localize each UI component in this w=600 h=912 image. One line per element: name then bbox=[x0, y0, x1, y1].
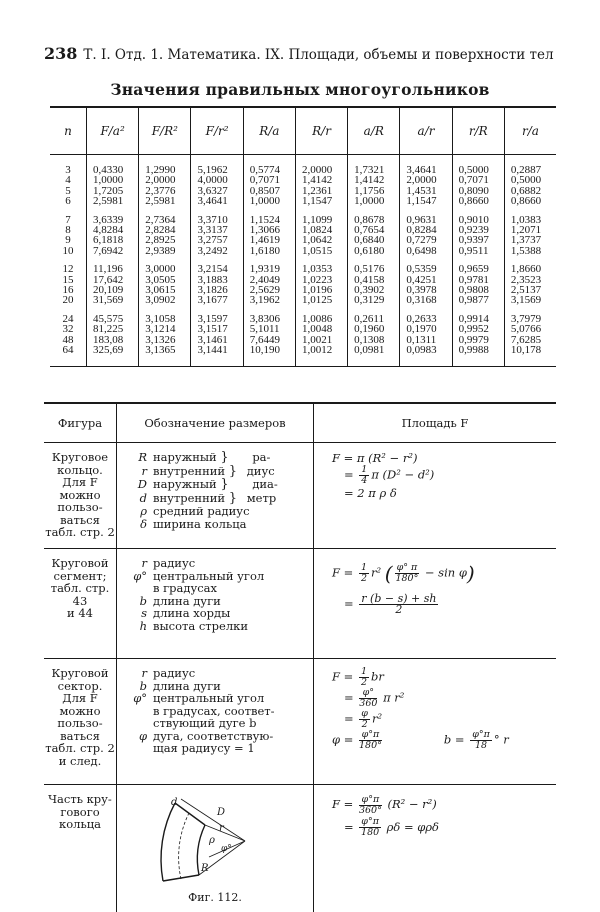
table-cell: 1,4619 bbox=[243, 235, 295, 245]
dimension-item bbox=[133, 742, 313, 755]
dimension-text: длина хорды bbox=[153, 606, 230, 620]
table-cell: 3,1365 bbox=[139, 345, 191, 366]
formula-segment-2: = $\frac{r (b - s) + sh}{2}$ bbox=[344, 594, 556, 615]
table-cell: 0,9914 bbox=[452, 314, 504, 324]
figure-name-line: Для F bbox=[45, 692, 115, 705]
table-cell: 1,0353 bbox=[295, 264, 347, 274]
table-cell: 0,5176 bbox=[348, 264, 400, 274]
table-cell: 5,0766 bbox=[504, 324, 556, 334]
table-cell: 1,4142 bbox=[295, 175, 347, 185]
formula-ringpart-2: = $\frac{\varphi^\circ\pi}{180}$ ρδ = φρδ bbox=[344, 816, 556, 839]
table-cell: 1,0012 bbox=[295, 345, 347, 366]
table-cell: 1,2990 bbox=[139, 155, 191, 176]
col-header: R/r bbox=[295, 107, 347, 155]
table-row bbox=[50, 246, 556, 256]
figure-name-line: табл. стр. 2 bbox=[45, 526, 115, 539]
table-cell: 7,6449 bbox=[243, 335, 295, 345]
middle-arc bbox=[179, 813, 189, 879]
table-cell: 3,1569 bbox=[504, 295, 556, 305]
figure-cell bbox=[44, 549, 117, 659]
dimension-text: радиус bbox=[153, 666, 195, 680]
formula-sector-1: F = $\frac{1}{2}$ br bbox=[332, 667, 556, 688]
col-header-dimensions: Обозначение размеров bbox=[117, 403, 314, 443]
dimension-text: длина дуги bbox=[153, 679, 221, 693]
header-text: Т. I. Отд. 1. Математика. IX. Площади, объемы и поверхности тел bbox=[83, 47, 553, 63]
table-cell: 1,0515 bbox=[295, 246, 347, 256]
table-cell: 3,3137 bbox=[191, 225, 243, 235]
table-cell: 1,5388 bbox=[504, 246, 556, 256]
dimension-symbol: φ° bbox=[133, 692, 147, 705]
table-cell: 0,9239 bbox=[452, 225, 504, 235]
table-cell: 3,1677 bbox=[191, 295, 243, 305]
label-rho: ρ bbox=[208, 835, 215, 846]
area-cell bbox=[314, 659, 557, 785]
table-cell: 2,0000 bbox=[139, 175, 191, 185]
figure-name-line: можно bbox=[45, 705, 115, 718]
table-cell: 4,0000 bbox=[191, 175, 243, 185]
table-cell: 2,3776 bbox=[139, 186, 191, 196]
row-n: 12 bbox=[50, 264, 87, 274]
table-cell: 1,6180 bbox=[243, 246, 295, 256]
table-cell: 3,1214 bbox=[139, 324, 191, 334]
dimension-text: в градусах bbox=[153, 581, 217, 595]
figure-name-line: и 44 bbox=[45, 607, 115, 620]
table-cell: 10,178 bbox=[504, 345, 556, 366]
figure-name-line: сектор. bbox=[45, 680, 115, 693]
table-row bbox=[50, 345, 556, 366]
figure-name-line: сегмент; bbox=[45, 570, 115, 583]
table-cell: 1,3737 bbox=[504, 235, 556, 245]
figure-cell bbox=[44, 785, 117, 912]
dims-cell: R наружный } ра- r внутренний } диус D наружный } диа- d внутренний } метр ρ средний радиус δ ширина кольца bbox=[117, 443, 314, 549]
figure-name-line: гового bbox=[45, 806, 115, 819]
table-cell: 0,9979 bbox=[452, 335, 504, 345]
table-cell: 1,0642 bbox=[295, 235, 347, 245]
formula-ring-3: = 2 π ρ δ bbox=[344, 486, 556, 500]
table-cell: 1,0125 bbox=[295, 295, 347, 305]
table-cell: 1,0000 bbox=[87, 175, 139, 185]
table-cell: 0,3129 bbox=[348, 295, 400, 305]
table-cell: 1,8660 bbox=[504, 264, 556, 274]
formula-sector-4: φ = $\frac{\varphi^\circ\pi}{180^\circ}$ b = $\frac{\varphi^\circ\pi}{18}$ ° r bbox=[332, 730, 556, 751]
table-cell: 0,2887 bbox=[504, 155, 556, 176]
figure-caption: Фиг. 112. bbox=[117, 892, 313, 905]
table-cell: 0,4158 bbox=[348, 275, 400, 285]
table-cell: 0,6882 bbox=[504, 186, 556, 196]
row-n: 3 bbox=[50, 155, 87, 176]
table-cell: 1,0048 bbox=[295, 324, 347, 334]
table-cell: 2,4049 bbox=[243, 275, 295, 285]
row-n: 10 bbox=[50, 246, 87, 256]
table-cell: 0,8660 bbox=[504, 196, 556, 206]
area-cell bbox=[314, 443, 557, 549]
table-cell: 7,6285 bbox=[504, 335, 556, 345]
table-cell: 0,9659 bbox=[452, 264, 504, 274]
table-cell: 1,0000 bbox=[348, 196, 400, 206]
table-cell: 0,1308 bbox=[348, 335, 400, 345]
table-cell: 0,9397 bbox=[452, 235, 504, 245]
figure-row-ring-part bbox=[44, 785, 556, 912]
page-number: 238 bbox=[44, 44, 77, 63]
figure-cell bbox=[44, 443, 117, 549]
dimension-symbol: r bbox=[133, 667, 147, 680]
dimension-symbol: φ° bbox=[133, 570, 147, 583]
diagram-cell bbox=[117, 785, 314, 912]
table-cell: 6,1818 bbox=[87, 235, 139, 245]
formula-sector-2: = $\frac{\varphi^\circ}{360}$ π r² bbox=[344, 688, 556, 709]
table-cell: 0,4251 bbox=[400, 275, 452, 285]
table-cell: 0,7279 bbox=[400, 235, 452, 245]
table-cell: 0,7654 bbox=[348, 225, 400, 235]
figure-name-line: кольцо. bbox=[45, 464, 115, 477]
row-n: 16 bbox=[50, 285, 87, 295]
table-cell: 3,4641 bbox=[400, 155, 452, 176]
label-d: d bbox=[171, 797, 177, 808]
table-cell: 0,9781 bbox=[452, 275, 504, 285]
table-cell: 0,9952 bbox=[452, 324, 504, 334]
dimension-text: высота стрелки bbox=[153, 619, 248, 633]
figure-name-line: Круговой bbox=[45, 557, 115, 570]
dimension-item bbox=[133, 620, 313, 633]
col-header: R/a bbox=[243, 107, 295, 155]
table-cell: 0,6498 bbox=[400, 246, 452, 256]
table-cell: 3,0000 bbox=[139, 264, 191, 274]
figures-table bbox=[44, 402, 556, 912]
table-cell: 0,1970 bbox=[400, 324, 452, 334]
table-cell: 31,569 bbox=[87, 295, 139, 305]
table-cell: 0,8090 bbox=[452, 186, 504, 196]
edge-upper bbox=[175, 803, 205, 825]
table-cell: 0,1311 bbox=[400, 335, 452, 345]
table-cell: 1,0021 bbox=[295, 335, 347, 345]
table-cell: 0,3978 bbox=[400, 285, 452, 295]
dims-cell bbox=[117, 549, 314, 659]
table-cell: 0,9877 bbox=[452, 295, 504, 305]
table-cell: 1,1547 bbox=[295, 196, 347, 206]
outer-arc bbox=[161, 803, 175, 881]
table-cell: 1,0383 bbox=[504, 215, 556, 225]
col-header: a/R bbox=[348, 107, 400, 155]
table-cell: 3,1962 bbox=[243, 295, 295, 305]
row-n: 5 bbox=[50, 186, 87, 196]
figure-cell bbox=[44, 659, 117, 785]
label-D: D bbox=[216, 807, 225, 818]
table-cell: 5,1011 bbox=[243, 324, 295, 334]
area-cell bbox=[314, 785, 557, 912]
table-row bbox=[50, 155, 556, 176]
table-cell: 0,3168 bbox=[400, 295, 452, 305]
figure-name-line: и след. bbox=[45, 755, 115, 768]
table-cell: 1,0196 bbox=[295, 285, 347, 295]
area-cell bbox=[314, 549, 557, 659]
table-cell: 1,2361 bbox=[295, 186, 347, 196]
dimension-symbol: h bbox=[133, 620, 147, 633]
figure-name-line: можно bbox=[45, 489, 115, 502]
formula-segment-1: F = $\frac{1}{2}$ r² ( $\frac{\varphi^\circ \pi}{180^\circ}$ − sin φ) bbox=[332, 563, 556, 584]
polygon-table bbox=[50, 106, 556, 367]
table-cell: 0,9511 bbox=[452, 246, 504, 256]
table-cell: 0,2611 bbox=[348, 314, 400, 324]
table-cell: 0,3902 bbox=[348, 285, 400, 295]
table-cell: 3,0505 bbox=[139, 275, 191, 285]
row-n: 6 bbox=[50, 196, 87, 206]
dimension-text: длина дуги bbox=[153, 594, 221, 608]
table-cell: 3,3710 bbox=[191, 215, 243, 225]
dimension-symbol: s bbox=[133, 607, 147, 620]
table-cell: 3,0902 bbox=[139, 295, 191, 305]
row-n: 64 bbox=[50, 345, 87, 366]
table-cell: 7,6942 bbox=[87, 246, 139, 256]
formula-ringpart-1: F = $\frac{\varphi^\circ\pi}{360^\circ}$ (R² − r²) bbox=[332, 793, 556, 816]
table-cell: 0,9010 bbox=[452, 215, 504, 225]
figure-name-line: пользо- bbox=[45, 717, 115, 730]
table-cell: 3,1883 bbox=[191, 275, 243, 285]
row-n: 4 bbox=[50, 175, 87, 185]
table-cell: 0,5000 bbox=[452, 155, 504, 176]
table-cell: 3,6339 bbox=[87, 215, 139, 225]
table-cell: 1,2071 bbox=[504, 225, 556, 235]
col-header: F/r² bbox=[191, 107, 243, 155]
table-cell: 0,0983 bbox=[400, 345, 452, 366]
table-cell: 11,196 bbox=[87, 264, 139, 274]
dimension-text: в градусах, соответ- bbox=[153, 704, 275, 718]
figure-name-line: Круговое bbox=[45, 451, 115, 464]
table-cell: 2,0000 bbox=[400, 175, 452, 185]
table-cell: 2,9389 bbox=[139, 246, 191, 256]
table-cell: 2,5137 bbox=[504, 285, 556, 295]
table-cell: 3,8306 bbox=[243, 314, 295, 324]
table-cell: 3,2492 bbox=[191, 246, 243, 256]
table-cell: 2,5981 bbox=[87, 196, 139, 206]
table-cell: 0,5359 bbox=[400, 264, 452, 274]
table-cell: 0,2633 bbox=[400, 314, 452, 324]
figure-name-line: ваться bbox=[45, 514, 115, 527]
dims-cell bbox=[117, 659, 314, 785]
table-cell: 0,5000 bbox=[504, 175, 556, 185]
table-cell: 3,1597 bbox=[191, 314, 243, 324]
row-n: 9 bbox=[50, 235, 87, 245]
table-cell: 2,8925 bbox=[139, 235, 191, 245]
table-cell: 2,5629 bbox=[243, 285, 295, 295]
figure-row-sector bbox=[44, 659, 556, 785]
running-header bbox=[44, 44, 564, 63]
col-header: r/a bbox=[504, 107, 556, 155]
table-cell: 0,7071 bbox=[452, 175, 504, 185]
col-header: n bbox=[50, 107, 87, 155]
table-cell: 45,575 bbox=[87, 314, 139, 324]
figure-row-ring bbox=[44, 443, 556, 549]
table-cell: 3,1326 bbox=[139, 335, 191, 345]
table-cell: 1,3066 bbox=[243, 225, 295, 235]
table-cell: 1,1756 bbox=[348, 186, 400, 196]
table-cell: 0,5774 bbox=[243, 155, 295, 176]
col-header-area: Площадь F bbox=[314, 403, 557, 443]
table-cell: 3,7979 bbox=[504, 314, 556, 324]
row-n: 20 bbox=[50, 295, 87, 305]
row-n: 8 bbox=[50, 225, 87, 235]
table-cell: 2,7364 bbox=[139, 215, 191, 225]
table-cell: 17,642 bbox=[87, 275, 139, 285]
table-cell: 1,1524 bbox=[243, 215, 295, 225]
dimension-text: дуга, соответствую- bbox=[153, 729, 273, 743]
table-cell: 0,8284 bbox=[400, 225, 452, 235]
col-header-figure: Фигура bbox=[44, 403, 117, 443]
figure-name-line: ваться bbox=[45, 730, 115, 743]
figure-name-line: Часть кру- bbox=[45, 793, 115, 806]
table-cell: 3,2757 bbox=[191, 235, 243, 245]
col-header: a/r bbox=[400, 107, 452, 155]
figure-name-line: Для F bbox=[45, 476, 115, 489]
label-R: R bbox=[200, 863, 209, 874]
col-header: F/R² bbox=[139, 107, 191, 155]
table-cell: 0,9631 bbox=[400, 215, 452, 225]
table-cell: 183,08 bbox=[87, 335, 139, 345]
table-cell: 2,5981 bbox=[139, 196, 191, 206]
table-row bbox=[50, 295, 556, 305]
row-n: 7 bbox=[50, 215, 87, 225]
table-cell: 1,9319 bbox=[243, 264, 295, 274]
dimension-text: щая радиусу = 1 bbox=[153, 741, 255, 755]
figure-name-line: кольца bbox=[45, 818, 115, 831]
table-cell: 3,1058 bbox=[139, 314, 191, 324]
table-cell: 20,109 bbox=[87, 285, 139, 295]
table-cell: 1,0086 bbox=[295, 314, 347, 324]
dimension-symbol: b bbox=[133, 680, 147, 693]
formula-ring-2: = $\frac{1}{4}$ π (D² − d²) bbox=[344, 465, 556, 486]
table-cell: 1,4142 bbox=[348, 175, 400, 185]
dimension-text: центральный угол bbox=[153, 569, 264, 583]
table-cell: 0,8507 bbox=[243, 186, 295, 196]
label-r: r bbox=[219, 823, 225, 834]
table-cell: 3,6327 bbox=[191, 186, 243, 196]
table-cell: 3,1826 bbox=[191, 285, 243, 295]
table-cell: 1,0824 bbox=[295, 225, 347, 235]
figure-name-line: Круговой bbox=[45, 667, 115, 680]
table-cell: 5,1962 bbox=[191, 155, 243, 176]
row-n: 24 bbox=[50, 314, 87, 324]
table-cell: 81,225 bbox=[87, 324, 139, 334]
table-cell: 0,8660 bbox=[452, 196, 504, 206]
col-header: r/R bbox=[452, 107, 504, 155]
table-cell: 0,1960 bbox=[348, 324, 400, 334]
table-cell: 0,9808 bbox=[452, 285, 504, 295]
row-n: 48 bbox=[50, 335, 87, 345]
table-cell: 1,7321 bbox=[348, 155, 400, 176]
row-n: 15 bbox=[50, 275, 87, 285]
row-n: 32 bbox=[50, 324, 87, 334]
table-cell: 2,0000 bbox=[295, 155, 347, 176]
table-cell: 0,0981 bbox=[348, 345, 400, 366]
table-cell: 0,8678 bbox=[348, 215, 400, 225]
table-cell: 1,1099 bbox=[295, 215, 347, 225]
dimension-symbol: r bbox=[133, 557, 147, 570]
figure-name-line: пользо- bbox=[45, 501, 115, 514]
edge-lower bbox=[163, 875, 199, 881]
table-cell: 3,2154 bbox=[191, 264, 243, 274]
table-cell: 4,8284 bbox=[87, 225, 139, 235]
table-row bbox=[50, 196, 556, 206]
table-cell: 0,7071 bbox=[243, 175, 295, 185]
table-cell: 10,190 bbox=[243, 345, 295, 366]
figure-name-line: табл. стр. 2 bbox=[45, 742, 115, 755]
figure-row-segment bbox=[44, 549, 556, 659]
table-cell: 3,1461 bbox=[191, 335, 243, 345]
table-cell: 1,0000 bbox=[243, 196, 295, 206]
ring-sector-diagram bbox=[117, 793, 311, 885]
table-cell: 1,7205 bbox=[87, 186, 139, 196]
table-cell: 0,6840 bbox=[348, 235, 400, 245]
table-cell: 3,0615 bbox=[139, 285, 191, 295]
table-cell: 325,69 bbox=[87, 345, 139, 366]
label-phi: φ° bbox=[221, 844, 232, 854]
table-cell: 0,4330 bbox=[87, 155, 139, 176]
table-cell: 1,0223 bbox=[295, 275, 347, 285]
table-cell: 3,4641 bbox=[191, 196, 243, 206]
figure-name-line: табл. стр. 43 bbox=[45, 582, 115, 607]
table-cell: 0,6180 bbox=[348, 246, 400, 256]
dimension-text: радиус bbox=[153, 556, 195, 570]
table-cell: 3,1441 bbox=[191, 345, 243, 366]
dimension-symbol: φ bbox=[133, 730, 147, 743]
dimension-text: центральный угол bbox=[153, 691, 264, 705]
table-cell: 2,8284 bbox=[139, 225, 191, 235]
table-cell: 3,1517 bbox=[191, 324, 243, 334]
formula-sector-3: = $\frac{\varphi}{2}$ r² bbox=[344, 709, 556, 730]
table-cell: 1,4531 bbox=[400, 186, 452, 196]
table-title: Значения правильных многоугольников bbox=[0, 80, 600, 99]
dimension-symbol: b bbox=[133, 595, 147, 608]
table-cell: 2,3523 bbox=[504, 275, 556, 285]
dimension-text: ствующий дуге b bbox=[153, 716, 256, 730]
table-cell: 1,1547 bbox=[400, 196, 452, 206]
table-cell: 0,9988 bbox=[452, 345, 504, 366]
col-header: F/a² bbox=[87, 107, 139, 155]
formula-ring-1: F = π (R² − r²) bbox=[332, 451, 556, 465]
